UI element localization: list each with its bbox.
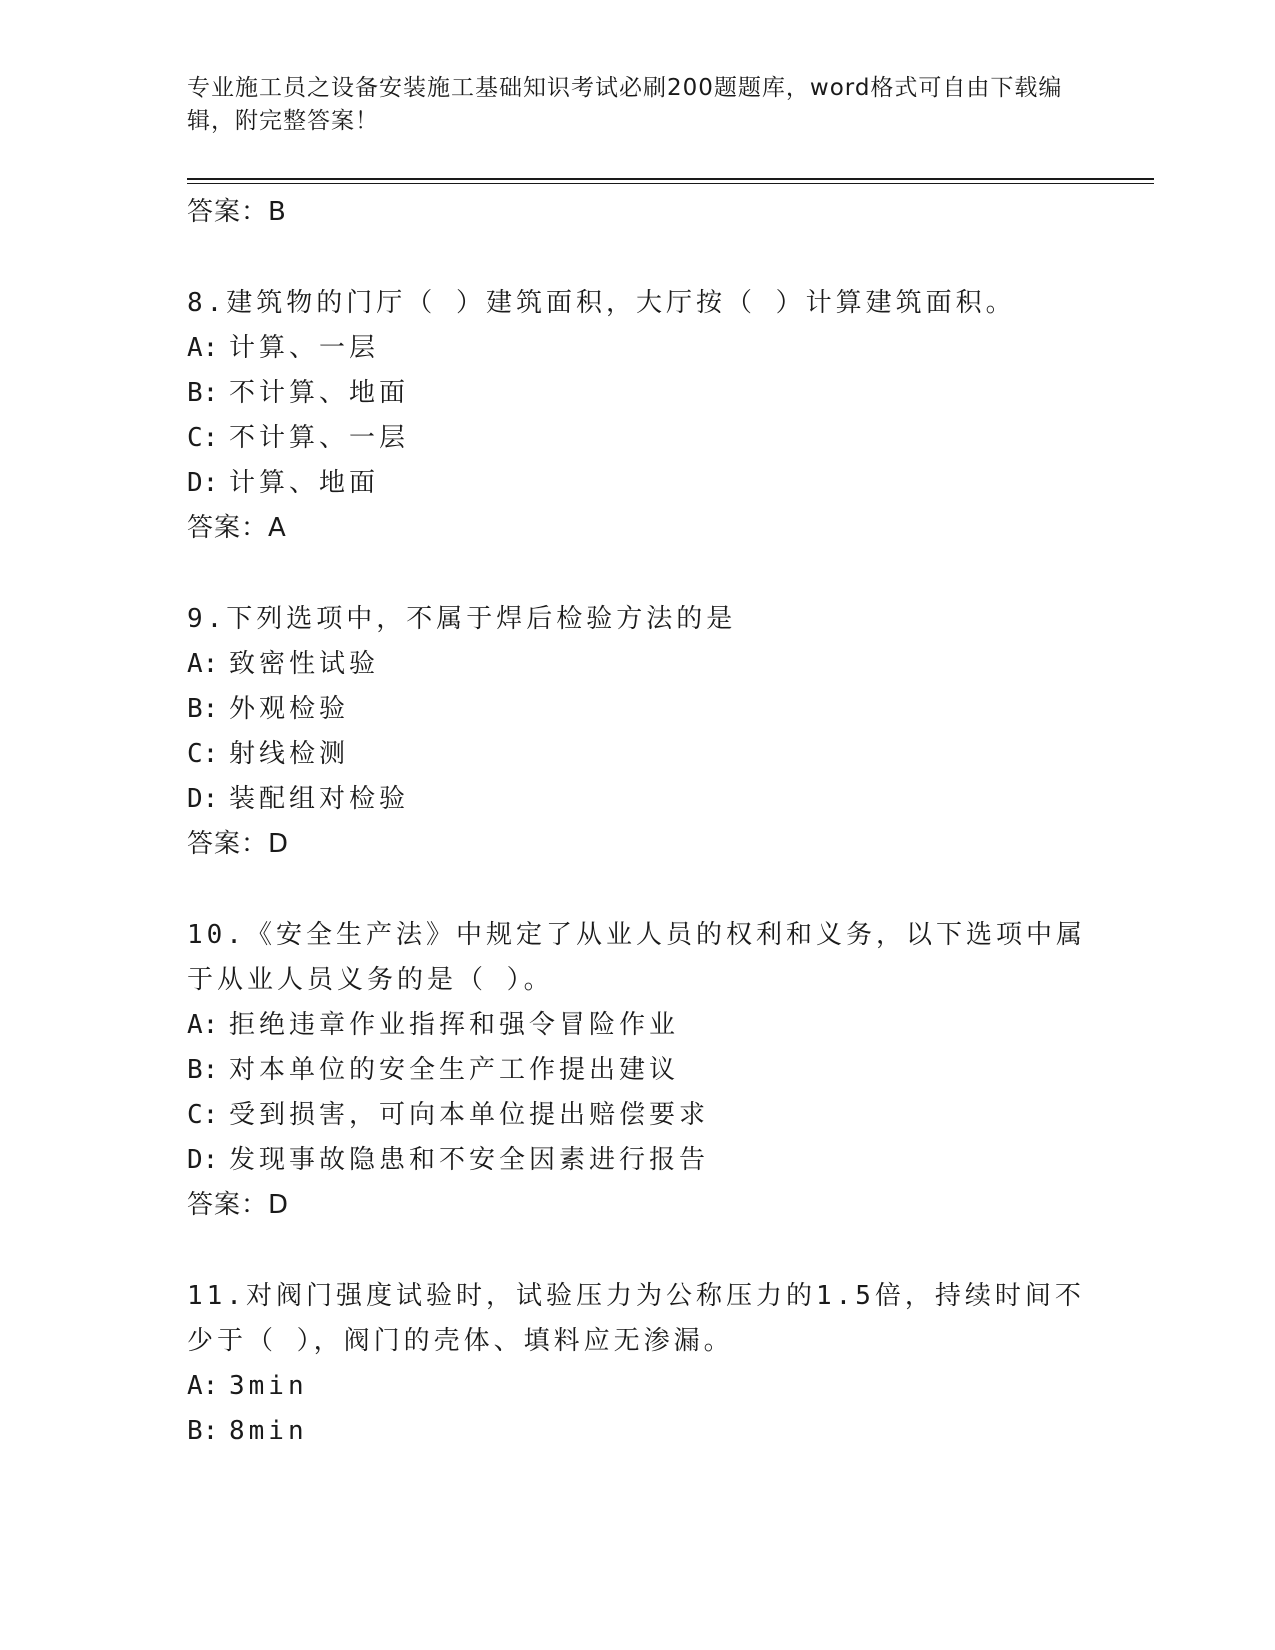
option-d xyxy=(187,777,1087,822)
option-d xyxy=(187,461,1087,506)
option-key: D: xyxy=(187,784,219,814)
question-9 xyxy=(187,597,1087,867)
option-a xyxy=(187,642,1087,687)
option-text: 不计算、一层 xyxy=(229,423,410,453)
option-b xyxy=(187,1048,1087,1093)
option-text: 不计算、地面 xyxy=(229,378,410,408)
answer: 答案：D xyxy=(187,1190,290,1220)
option-key: B: xyxy=(187,1416,219,1446)
question-text: 10.《安全生产法》中规定了从业人员的权利和义务，以下选项中属于从业人员义务的是（ ）。 xyxy=(187,920,1086,995)
option-text: 致密性试验 xyxy=(229,649,380,679)
option-a xyxy=(187,1003,1087,1048)
option-key: B: xyxy=(187,694,219,724)
option-text: 8min xyxy=(229,1416,308,1446)
option-text: 计算、地面 xyxy=(229,468,380,498)
option-key: A: xyxy=(187,649,219,679)
option-text: 发现事故隐患和不安全因素进行报告 xyxy=(229,1145,710,1175)
option-text: 装配组对检验 xyxy=(229,784,410,814)
option-b xyxy=(187,1409,1087,1454)
question-8 xyxy=(187,281,1087,551)
option-text: 对本单位的安全生产工作提出建议 xyxy=(229,1055,680,1085)
question-list xyxy=(187,190,1087,1454)
leading-answer: 答案：B xyxy=(187,197,287,227)
option-b xyxy=(187,687,1087,732)
header-divider-thick xyxy=(187,178,1154,180)
option-d xyxy=(187,1138,1087,1183)
option-key: A: xyxy=(187,333,219,363)
option-text: 受到损害，可向本单位提出赔偿要求 xyxy=(229,1100,710,1130)
option-text: 拒绝违章作业指挥和强令冒险作业 xyxy=(229,1010,680,1040)
document-header: 专业施工员之设备安装施工基础知识考试必刷200题题库，word格式可自由下载编辑，附完整答案！ xyxy=(187,75,1063,134)
option-c xyxy=(187,416,1087,461)
option-text: 外观检验 xyxy=(229,694,350,724)
option-key: D: xyxy=(187,468,219,498)
question-text: 8.建筑物的门厅（ ）建筑面积，大厅按（ ）计算建筑面积。 xyxy=(187,288,1016,318)
answer: 答案：D xyxy=(187,829,290,859)
option-text: 计算、一层 xyxy=(229,333,380,363)
question-text: 11.对阀门强度试验时，试验压力为公称压力的1.5倍，持续时间不少于（ ），阀门的壳体、填料应无渗漏。 xyxy=(187,1281,1085,1356)
question-10 xyxy=(187,913,1087,1228)
option-key: B: xyxy=(187,1055,219,1085)
option-b xyxy=(187,371,1087,416)
option-key: C: xyxy=(187,1100,219,1130)
option-a xyxy=(187,326,1087,371)
option-key: A: xyxy=(187,1371,219,1401)
option-c xyxy=(187,1093,1087,1138)
option-key: C: xyxy=(187,739,219,769)
question-11 xyxy=(187,1274,1087,1454)
option-text: 3min xyxy=(229,1371,308,1401)
option-key: C: xyxy=(187,423,219,453)
option-c xyxy=(187,732,1087,777)
option-key: B: xyxy=(187,378,219,408)
option-key: D: xyxy=(187,1145,219,1175)
option-text: 射线检测 xyxy=(229,739,350,769)
option-a xyxy=(187,1364,1087,1409)
header-divider-thin xyxy=(187,183,1154,184)
option-key: A: xyxy=(187,1010,219,1040)
answer: 答案：A xyxy=(187,513,287,543)
question-text: 9.下列选项中，不属于焊后检验方法的是 xyxy=(187,604,737,634)
